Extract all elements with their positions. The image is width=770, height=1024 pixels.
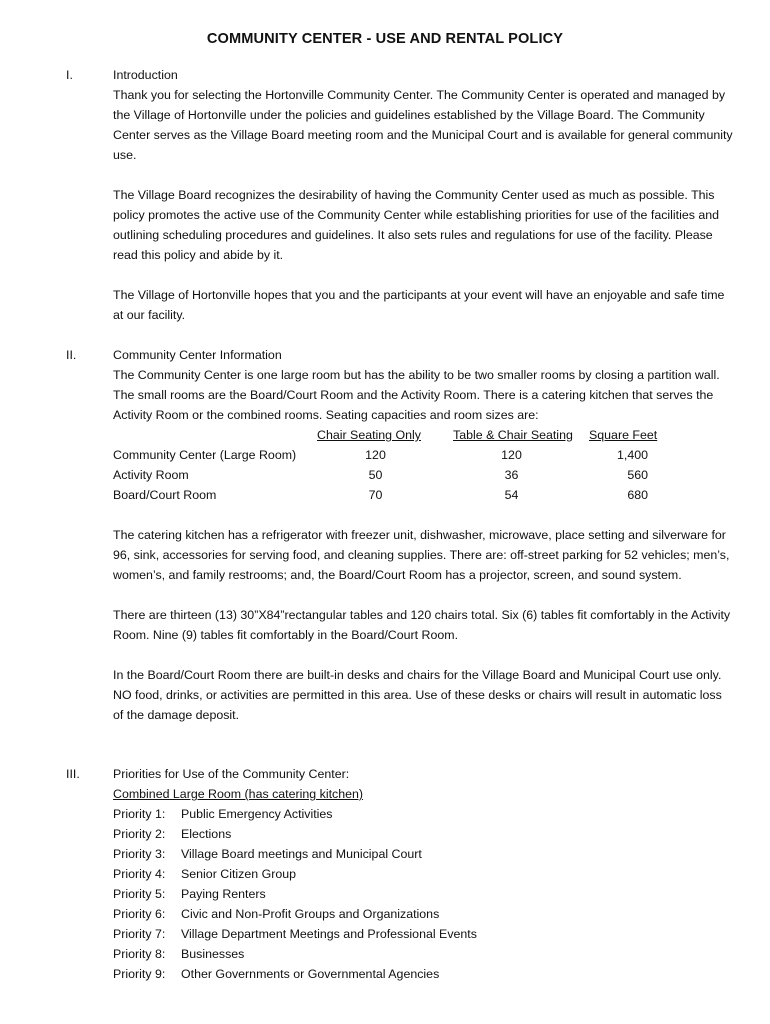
square-feet-value: 680 bbox=[627, 488, 648, 502]
document-title: COMMUNITY CENTER - USE AND RENTAL POLICY bbox=[206, 31, 564, 47]
paragraph: The Community Center is one large room but has the ability to be two smaller rooms by closing a partition wall. The small rooms are the Board/Court Room and the Activity Room. There is a catering kitchen that serves the Activity Room or the combined rooms. Seating capacities and room sizes are: bbox=[113, 368, 720, 422]
section-body bbox=[113, 65, 733, 325]
paragraph: In the Board/Court Room there are built-in desks and chairs for the Village Board and Municipal Court use only. NO food, drinks, or activities are permitted in this area. Use of these desks or chairs will result in automatic loss of the damage deposit. bbox=[113, 668, 722, 722]
paragraph: There are thirteen (13) 30”X84”rectangular tables and 120 chairs total. Six (6) tables fit comfortably in the Activity Room. Nine (9) tables fit comfortably in the Board/Court Room. bbox=[113, 608, 731, 642]
table-row bbox=[113, 445, 733, 465]
list-item bbox=[113, 964, 733, 984]
table-row bbox=[113, 485, 733, 505]
priority-label: Priority 8: bbox=[113, 947, 166, 961]
priority-text: Village Department Meetings and Professional Events bbox=[181, 927, 477, 941]
priority-text: Civic and Non-Profit Groups and Organizations bbox=[181, 907, 440, 921]
priority-text: Other Governments or Governmental Agencies bbox=[181, 967, 440, 981]
list-item bbox=[113, 884, 733, 904]
priority-label: Priority 5: bbox=[113, 887, 166, 901]
priority-label: Priority 7: bbox=[113, 927, 166, 941]
list-item bbox=[113, 944, 733, 964]
paragraph: Thank you for selecting the Hortonville Community Center. The Community Center is operated and managed by the Village of Hortonville under the policies and guidelines established by the Village Board. The Community Center serves as the Village Board meeting room and the Municipal Court and is available for general community use. bbox=[113, 88, 733, 162]
list-item bbox=[113, 804, 733, 824]
room-name: Board/Court Room bbox=[113, 488, 217, 502]
priority-text: Paying Renters bbox=[181, 887, 266, 901]
column-header: Square Feet bbox=[589, 428, 658, 442]
paragraph: The Village Board recognizes the desirability of having the Community Center used as much as possible. This policy promotes the active use of the Community Center while establishing priorities for use of the facilities and outlining scheduling procedures and guidelines. It also sets rules and regulations for use of the facility. Please read this policy and abide by it. bbox=[113, 188, 720, 262]
priority-label: Priority 6: bbox=[113, 907, 166, 921]
section-body bbox=[113, 764, 733, 984]
priority-label: Priority 3: bbox=[113, 847, 166, 861]
square-feet-value: 560 bbox=[627, 468, 648, 482]
list-item bbox=[113, 904, 733, 924]
subheading: Combined Large Room (has catering kitchen) bbox=[113, 787, 364, 801]
priority-text: Elections bbox=[181, 827, 232, 841]
table-seating-value: 36 bbox=[504, 468, 519, 482]
list-item bbox=[113, 924, 733, 944]
room-name: Activity Room bbox=[113, 468, 189, 482]
section-heading: Introduction bbox=[113, 68, 178, 82]
section-heading: Community Center Information bbox=[113, 348, 282, 362]
priority-text: Village Board meetings and Municipal Court bbox=[181, 847, 422, 861]
section-heading: Priorities for Use of the Community Center: bbox=[113, 767, 350, 781]
priority-label: Priority 1: bbox=[113, 807, 166, 821]
priority-text: Public Emergency Activities bbox=[181, 807, 333, 821]
paragraph: The catering kitchen has a refrigerator with freezer unit, dishwasher, microwave, place setting and silverware for 96, sink, accessories for serving food, and cleaning supplies. There are: off-street parking for 52 vehicles; men’s, women’s, and family restrooms; and, the Board/Court Room has a projector, screen, and sound system. bbox=[113, 528, 730, 582]
room-name: Community Center (Large Room) bbox=[113, 448, 297, 462]
priority-label: Priority 4: bbox=[113, 867, 166, 881]
list-item bbox=[113, 864, 733, 884]
section-numeral: II. bbox=[66, 348, 77, 362]
paragraph: The Village of Hortonville hopes that you and the participants at your event will have an enjoyable and safe time at our facility. bbox=[113, 288, 725, 322]
chair-seating-value: 50 bbox=[368, 468, 383, 482]
priority-list bbox=[113, 804, 733, 984]
section-body bbox=[113, 345, 733, 725]
priority-label: Priority 9: bbox=[113, 967, 166, 981]
capacity-table bbox=[113, 425, 733, 505]
priority-text: Businesses bbox=[181, 947, 245, 961]
column-header: Table & Chair Seating bbox=[453, 428, 573, 442]
table-header-row bbox=[113, 425, 733, 445]
table-row bbox=[113, 465, 733, 485]
list-item bbox=[113, 844, 733, 864]
chair-seating-value: 120 bbox=[365, 448, 386, 462]
section-numeral: I. bbox=[66, 68, 73, 82]
square-feet-value: 1,400 bbox=[616, 448, 648, 462]
table-seating-value: 54 bbox=[504, 488, 519, 502]
list-item bbox=[113, 824, 733, 844]
table-seating-value: 120 bbox=[501, 448, 522, 462]
chair-seating-value: 70 bbox=[368, 488, 383, 502]
section-numeral: III. bbox=[66, 767, 80, 781]
priority-text: Senior Citizen Group bbox=[181, 867, 297, 881]
priority-label: Priority 2: bbox=[113, 827, 166, 841]
column-header: Chair Seating Only bbox=[317, 428, 421, 442]
